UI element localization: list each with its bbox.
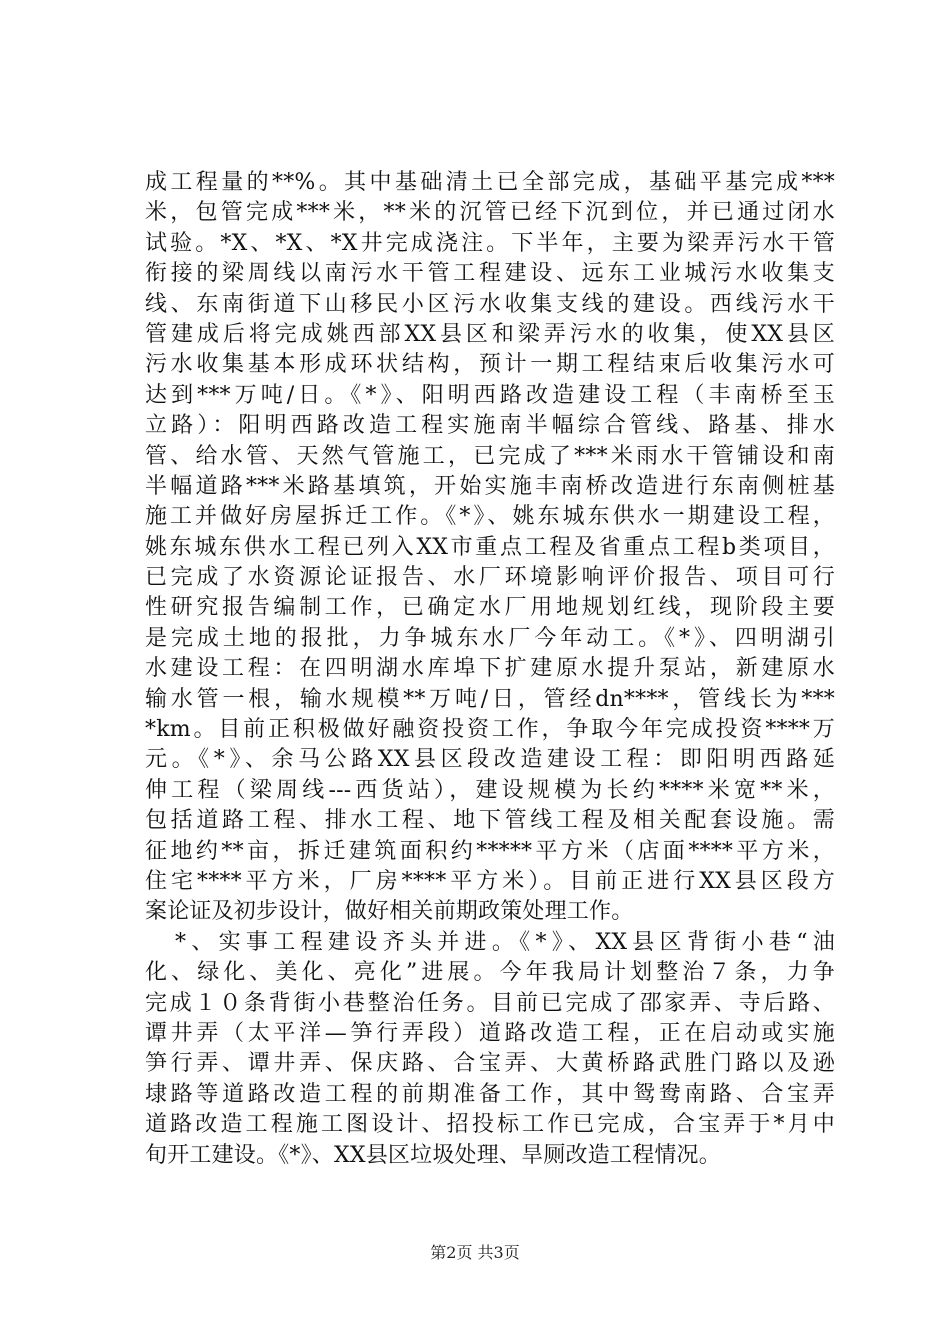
text-line: 成工程量的**%。其中基础清土已全部完成，基础平基完成*** bbox=[145, 170, 835, 195]
text-line: 旬开工建设。《*》、XX县区垃圾处理、旱厕改造工程情况。 bbox=[145, 1142, 721, 1168]
text-line: 笋行弄、谭井弄、保庆路、合宝弄、大黄桥路武胜门路以及逊 bbox=[145, 1051, 835, 1077]
text-line: 线、东南街道下山移民小区污水收集支线的建设。西线污水干 bbox=[145, 291, 835, 317]
text-line: 半幅道路***米路基填筑，开始实施丰南桥改造进行东南侧桩基 bbox=[145, 473, 835, 499]
text-line: 达到***万吨/日。《*》、阳明西路改造建设工程（丰南桥至玉 bbox=[145, 382, 835, 408]
text-line: *km。目前正积极做好融资投资工作，争取今年完成投资****万 bbox=[145, 717, 835, 743]
text-line: 谭井弄（太平洋—笋行弄段）道路改造工程，正在启动或实施 bbox=[145, 1020, 835, 1046]
text-line: 是完成土地的报批，力争城东水厂今年动工。《*》、四明湖引 bbox=[145, 625, 835, 651]
text-line: 埭路等道路改造工程的前期准备工作，其中鸳鸯南路、合宝弄 bbox=[145, 1081, 835, 1107]
text-line: *、实事工程建设齐头并进。《*》、XX县区背街小巷“油 bbox=[175, 929, 835, 955]
text-line: 包括道路工程、排水工程、地下管线工程及相关配套设施。需 bbox=[145, 808, 835, 834]
text-line: 施工并做好房屋拆迁工作。《*》、姚东城东供水一期建设工程， bbox=[145, 504, 835, 530]
page-footer: 第2页 共3页 bbox=[430, 1243, 520, 1262]
text-line: 性研究报告编制工作，已确定水厂用地规划红线，现阶段主要 bbox=[145, 595, 835, 621]
text-line: 道路改造工程施工图设计、招投标工作已完成，合宝弄于*月中 bbox=[145, 1112, 835, 1138]
text-line: 管、给水管、天然气管施工，已完成了***米雨水干管铺设和南 bbox=[145, 443, 835, 469]
text-line: 输水管一根，输水规模**万吨/日，管经dn****，管线长为*** bbox=[145, 686, 835, 712]
text-line: 已完成了水资源论证报告、水厂环境影响评价报告、项目可行 bbox=[145, 565, 835, 591]
text-line: 完成１０条背街小巷整治任务。目前已完成了邵家弄、寺后路、 bbox=[145, 990, 835, 1016]
text-line: 衔接的梁周线以南污水干管工程建设、远东工业城污水收集支 bbox=[145, 261, 835, 287]
text-line: 立路）：阳明西路改造工程实施南半幅综合管线、路基、排水 bbox=[145, 413, 835, 439]
body-text bbox=[145, 168, 835, 1171]
text-line: 征地约**亩，拆迁建筑面积约*****平方米（店面****平方米， bbox=[145, 838, 835, 864]
text-line: 化、绿化、美化、亮化”进展。今年我局计划整治７条，力争 bbox=[145, 960, 835, 986]
text-line: 米，包管完成***米，**米的沉管已经下沉到位，并已通过闭水 bbox=[145, 200, 835, 226]
text-line: 管建成后将完成姚西部XX县区和梁弄污水的收集，使XX县区 bbox=[145, 321, 835, 347]
text-line: 元。《*》、余马公路XX县区段改造建设工程：即阳明西路延 bbox=[145, 747, 835, 773]
text-line: 姚东城东供水工程已列入XX市重点工程及省重点工程b类项目， bbox=[145, 534, 835, 560]
text-line: 污水收集基本形成环状结构，预计一期工程结束后收集污水可 bbox=[145, 352, 835, 378]
text-line: 案论证及初步设计，做好相关前期政策处理工作。 bbox=[145, 899, 634, 925]
text-line: 水建设工程：在四明湖水库埠下扩建原水提升泵站，新建原水 bbox=[145, 656, 835, 682]
text-line: 伸工程（梁周线---西货站），建设规模为长约****米宽**米， bbox=[145, 777, 835, 803]
text-line: 住宅****平方米，厂房****平方米）。目前正进行XX县区段方 bbox=[145, 868, 835, 894]
text-line: 试验。*X、*X、*X井完成浇注。下半年，主要为梁弄污水干管 bbox=[145, 230, 835, 256]
